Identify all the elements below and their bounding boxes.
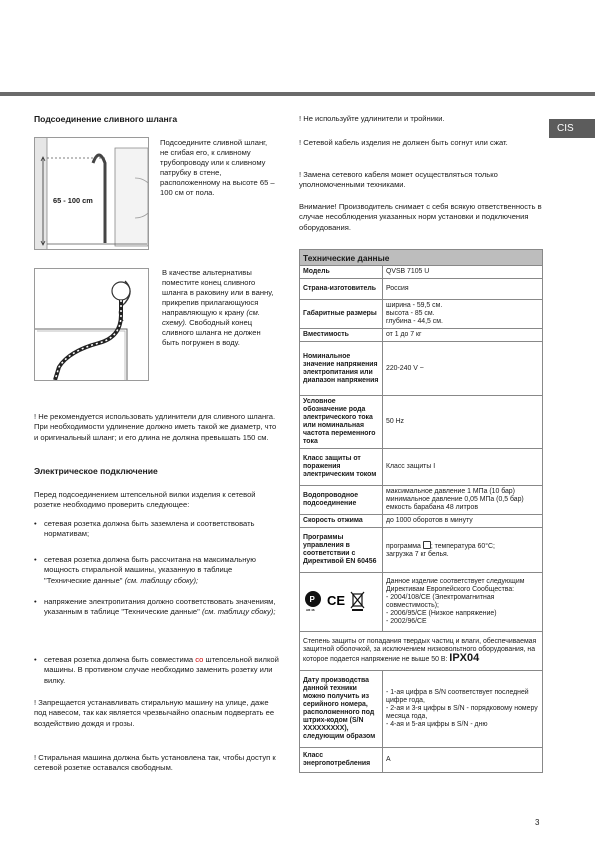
access-note: ! Стиральная машина должна быть установлена так, чтобы доступ к сетевой розетке оставался свободным. <box>34 753 276 773</box>
drain-hose-sink-illustration <box>35 269 148 380</box>
spec-water-min: минимальное давление 0,05 МПа (0,5 бар) <box>386 496 524 503</box>
spec-title: Технические данные <box>300 250 543 266</box>
spec-val-energy: A <box>383 748 543 773</box>
spec-val-capacity: от 1 до 7 кг <box>383 329 543 342</box>
bullet-voltage-text: напряжение электропитания должно соответствовать значениям, указанным в таблице "Технические данные" <box>44 597 276 617</box>
bullet-plug <box>34 655 280 686</box>
extension-note: ! Не рекомендуется использовать удлинители для сливного шланга. При необходимости удлинение должно иметь такой же диаметр, что и оригинальный шланг; и его длина не должна превышать 150 см. <box>34 412 277 442</box>
spec-prog-c: загрузка 7 кг белья. <box>386 551 449 558</box>
bullet-plug-text-a: сетевая розетка должна быть совместима <box>44 655 194 664</box>
drain-title: Подсоединение сливного шланга <box>34 114 178 124</box>
ce-mark-icon: CE <box>327 592 346 608</box>
spec-key-model: Модель <box>300 266 383 279</box>
bullet-grounding <box>34 519 280 540</box>
spec-dims-depth: глубина - 44,5 см. <box>386 318 443 325</box>
spec-key-programs: Программы управления в соответствии с Директивой EN 60456 <box>300 528 383 573</box>
drain-hose-wall-illustration <box>35 138 148 249</box>
spec-ip-text: Степень защиты от попадания твердых частиц и влаги, обеспечиваемая защитной оболочкой, за исключением низковольтного оборудования, на которое подается напряжение не выше 50 В: <box>303 638 537 663</box>
spec-val-spin: до 1000 оборотов в минуту <box>383 515 543 528</box>
page-number: 3 <box>535 818 540 827</box>
spec-key-date: Дату производства данной техники можно получить из серийного номера, расположенного под штрих-кодом (S/N XXXXXXXXX), следующим образом <box>300 671 383 748</box>
note-cable-bend: ! Сетевой кабель изделия не должен быть согнут или сжат. <box>299 138 508 147</box>
drain-figure-1 <box>34 137 149 250</box>
spec-ip-code: IPX04 <box>449 652 480 664</box>
electric-intro: Перед подсоединением штепсельной вилки изделия к сетевой розетке необходимо проверить следующее: <box>34 490 256 510</box>
certification-logos <box>303 589 379 613</box>
height-range-label: 65 - 100 cm <box>53 196 93 205</box>
spec-water-max: максимальное давление 1 МПа (10 бар) <box>386 488 515 495</box>
bullet-voltage <box>34 597 280 618</box>
note-extenders: ! Не используйте удлинители и тройники. <box>299 114 445 123</box>
bullet-power-ref: (см. таблицу сбоку); <box>124 575 199 585</box>
drain-figure-2 <box>34 268 149 381</box>
note-warning: Внимание! Производитель снимает с себя всякую ответственность в случае несоблюдения указанных норм установки и подключения оборудования. <box>299 202 542 232</box>
drain-text-2 <box>162 268 280 348</box>
spec-water-drum: емкость барабана 48 литров <box>386 504 478 511</box>
spec-key-protection: Класс защиты от поражения электрическим током <box>300 449 383 486</box>
bullet-grounding-text: сетевая розетка должна быть заземлена и соответствовать нормативам; <box>44 519 255 539</box>
electric-title: Электрическое подключение <box>34 466 158 476</box>
spec-key-spin: Скорость отжима <box>300 515 383 528</box>
region-tab: CIS <box>549 119 595 138</box>
bullet-power <box>34 555 280 586</box>
bullet-plug-text-b: штепсельной вилкой машины. В противном случае необходимо заменить розетку или вилку. <box>44 655 279 685</box>
spec-val-water <box>383 486 543 515</box>
svg-text:Р: Р <box>309 594 315 604</box>
weee-bin-icon <box>351 592 364 611</box>
spec-ip-row <box>300 632 543 671</box>
spec-key-frequency: Условное обозначение рода электрического тока или номинальная частота переменного тока <box>300 396 383 449</box>
spec-date-3: - 4-ая и 5-ая цифры в S/N - дню <box>386 721 488 728</box>
header-bar <box>0 92 595 96</box>
spec-dims-height: высота - 85 см. <box>386 310 435 317</box>
spec-dir-3: - 2006/95/CE (Низкое напряжение) <box>386 610 497 617</box>
spec-val-programs <box>383 528 543 573</box>
spec-key-energy: Класс энергопотребления <box>300 748 383 773</box>
spec-dir-1: Данное изделие соответствует следующим Директивам Европейского Сообщества: <box>386 578 525 593</box>
spec-key-water: Водопроводное подсоединение <box>300 486 383 515</box>
drain-text-2a: В качестве альтернативы поместите конец сливного шланга в раковину или в ванну, прикрепив прилагающуюся направляющую к крану <box>162 268 274 317</box>
spec-val-country: Россия <box>383 279 543 300</box>
spec-key-dims: Габаритные размеры <box>300 300 383 329</box>
drain-text-1: Подсоедините сливной шланг, не сгибая его, к сливному трубопроводу или к сливному патрубку в стене, расположенному на высоте 65 – 100 см от пола. <box>160 138 275 197</box>
spec-table <box>299 249 543 773</box>
spec-key-capacity: Вместимость <box>300 329 383 342</box>
spec-prog-a: программа <box>386 543 421 550</box>
note-cable-replace: ! Замена сетевого кабеля может осуществляться только уполномоченными техниками. <box>299 170 498 190</box>
drain-text-2c: Свободный конец сливного шланга не должен быть погружен в воду. <box>162 318 261 347</box>
spec-date-2: - 2-ая и 3-я цифры в S/N - порядковому номеру месяца года, <box>386 705 538 720</box>
spec-prog-b: ; температура 60°C; <box>430 543 495 550</box>
spec-key-country: Страна-изготовитель <box>300 279 383 300</box>
spec-dims-width: ширина - 59,5 см. <box>386 302 443 309</box>
spec-val-model: QVSB 7105 U <box>383 266 543 279</box>
bullet-power-text: сетевая розетка должна быть рассчитана на максимальную мощность стиральной машины, указанную в таблице "Технические данные" <box>44 555 256 585</box>
spec-val-voltage: 220-240 V ~ <box>383 342 543 396</box>
spec-val-date <box>383 671 543 748</box>
spec-val-frequency: 50 Hz <box>383 396 543 449</box>
cotton-program-icon <box>423 541 431 549</box>
outdoor-note: ! Запрещается устанавливать стиральную машину на улице, даже под навесом, так как является чрезвычайно опасным подвергать ее воздействию дождя и грозы. <box>34 698 275 728</box>
spec-dir-2: - 2004/108/CE (Электромагнитная совместимость); <box>386 594 495 609</box>
spec-dir-4: - 2002/96/CE <box>386 618 427 625</box>
bullet-plug-red: со <box>195 655 204 664</box>
svg-text:АЯ 46: АЯ 46 <box>306 607 315 612</box>
spec-key-voltage: Номинальное значение напряжения электропитания или диапазон напряжения <box>300 342 383 396</box>
certification-marks <box>300 573 383 632</box>
spec-date-1: - 1-ая цифра в S/N соответствует последней цифре года, <box>386 689 529 704</box>
spec-val-dims <box>383 300 543 329</box>
bullet-voltage-ref: (см. таблицу сбоку); <box>201 607 276 617</box>
spec-val-protection: Класс защиты I <box>383 449 543 486</box>
spec-val-directives <box>383 573 543 632</box>
drain-text-2b: (см. схему). <box>162 308 260 327</box>
